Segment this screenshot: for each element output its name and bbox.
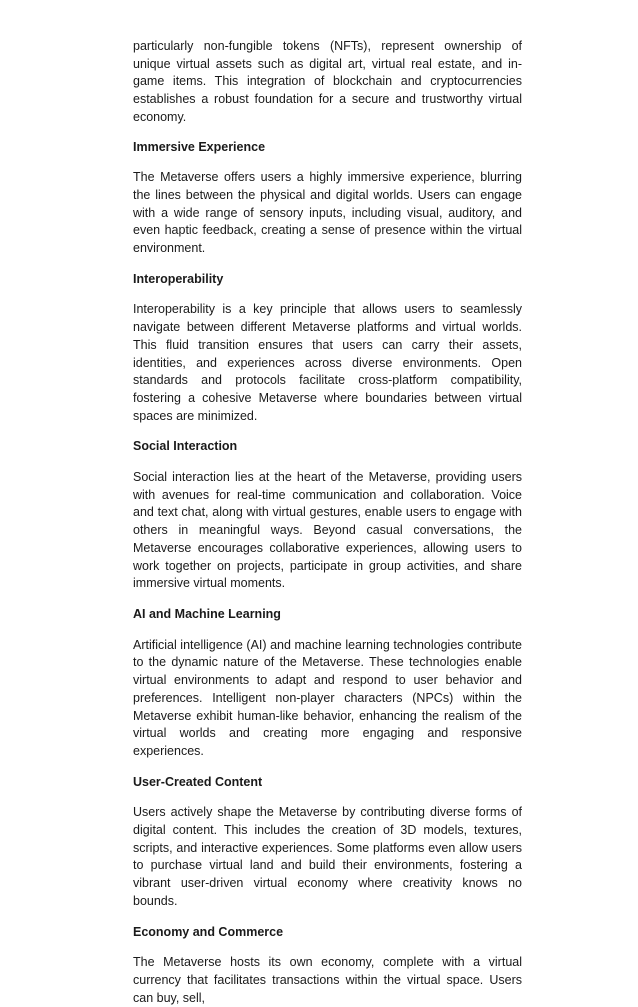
section-ai-machine-learning bbox=[133, 606, 522, 761]
section-social-interaction bbox=[133, 438, 522, 593]
document-page bbox=[133, 38, 522, 1007]
section-body: The Metaverse offers users a highly immersive experience, blurring the lines between the physical and digital worlds. Users can engage with a wide range of sensory inputs, including visual, auditory, and even haptic feedback, creating a sense of presence within the virtual environment. bbox=[133, 170, 522, 256]
intro-paragraph: particularly non-fungible tokens (NFTs), represent ownership of unique virtual assets such as digital art, virtual real estate, and in-game items. This integration of blockchain and cryptocurrencies establishes a robust foundation for a secure and trustworthy virtual economy. bbox=[133, 39, 522, 124]
section-heading: Economy and Commerce bbox=[133, 924, 284, 939]
section-immersive-experience bbox=[133, 139, 522, 258]
section-heading: User-Created Content bbox=[133, 774, 263, 789]
section-heading: Interoperability bbox=[133, 271, 224, 286]
section-interoperability bbox=[133, 271, 522, 426]
section-heading: Social Interaction bbox=[133, 439, 238, 454]
section-body: Social interaction lies at the heart of the Metaverse, providing users with avenues for real-time communication and collaboration. Voice and text chat, along with virtual gestures, enable users to engage with others in meaningful ways. Beyond casual conversations, the Metaverse encourages collaborative experiences, allowing users to work together on projects, participate in group activities, and share immersive virtual moments. bbox=[133, 470, 522, 591]
section-heading: AI and Machine Learning bbox=[133, 606, 281, 621]
section-user-created-content bbox=[133, 774, 522, 911]
section-body: The Metaverse hosts its own economy, complete with a virtual currency that facilitates transactions within the virtual space. Users can buy, sell, bbox=[133, 955, 522, 1005]
section-body: Users actively shape the Metaverse by contributing diverse forms of digital content. This includes the creation of 3D models, textures, scripts, and interactive experiences. Some platforms even allow users to purchase virtual land and build their environments, fostering a vibrant user-driven virtual economy where creativity knows no bounds. bbox=[133, 805, 522, 908]
section-body: Interoperability is a key principle that allows users to seamlessly navigate between different Metaverse platforms and virtual worlds. This fluid transition ensures that users can carry their assets, identities, and experiences across diverse environments. Open standards and protocols facilitate cross-platform compatibility, fostering a cohesive Metaverse where boundaries between virtual spaces are minimized. bbox=[133, 302, 522, 423]
section-economy-commerce bbox=[133, 924, 522, 1007]
section-body: Artificial intelligence (AI) and machine learning technologies contribute to the dynamic nature of the Metaverse. These technologies enable virtual environments to adapt and respond to user behavior and preferences. Intelligent non-player characters (NPCs) within the Metaverse exhibit human-like behavior, enhancing the realism of the virtual worlds and creating more engaging and responsive experiences. bbox=[133, 637, 522, 758]
section-heading: Immersive Experience bbox=[133, 139, 266, 154]
